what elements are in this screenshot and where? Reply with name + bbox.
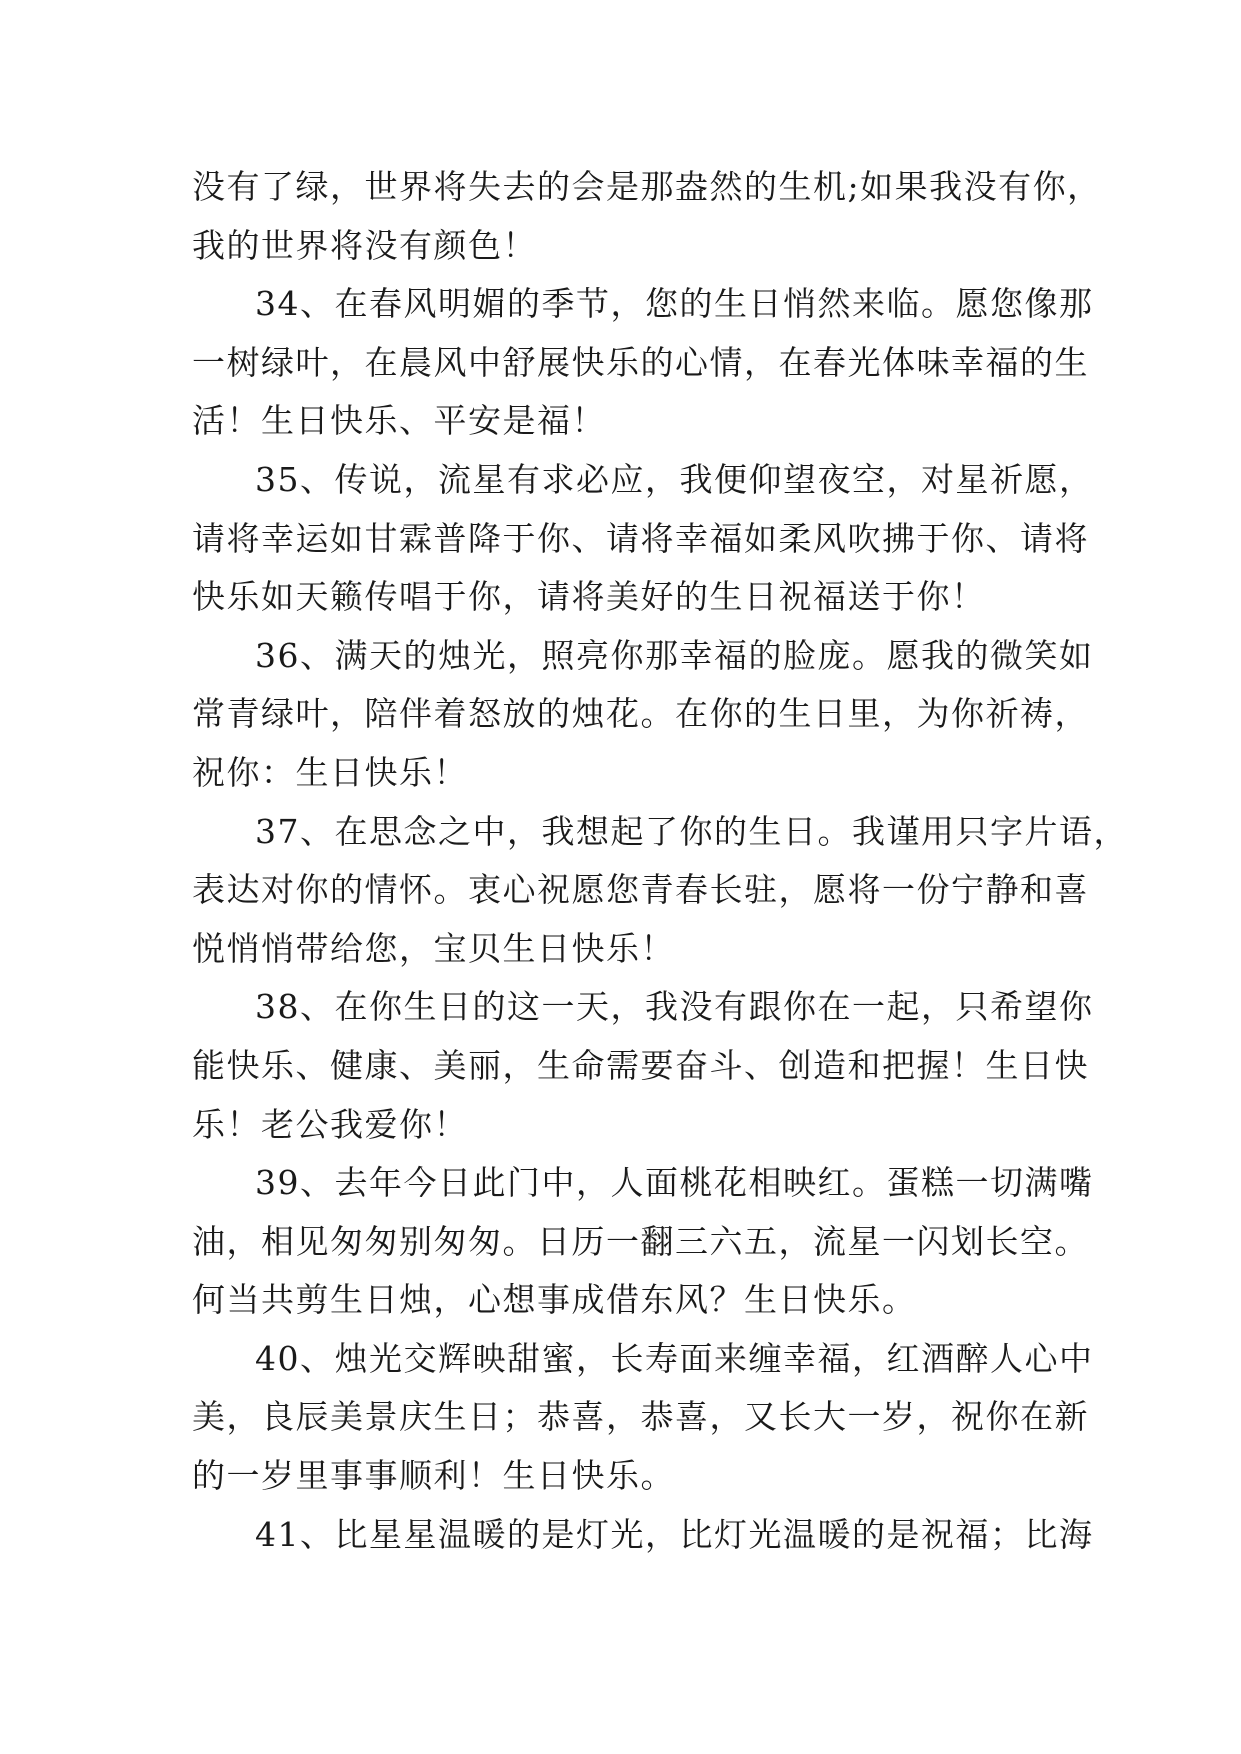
text-line: 活！生日快乐、平安是福！: [192, 401, 606, 441]
text-line: 乐！老公我爱你！: [192, 1104, 468, 1144]
text-line: 悦悄悄带给您，宝贝生日快乐！: [192, 928, 675, 968]
document-body: [192, 158, 1128, 1564]
text-line-item-34: 34、在春风明媚的季节，您的生日悄然来临。愿您像那: [255, 284, 1094, 324]
text-line: 油，相见匆匆别匆匆。日历一翻三六五，流星一闪划长空。: [192, 1221, 1089, 1261]
text-line: 祝你：生日快乐！: [192, 752, 468, 792]
text-line-item-37: 37、在思念之中，我想起了你的生日。我谨用只字片语，: [255, 811, 1128, 851]
text-line: 表达对你的情怀。衷心祝愿您青春长驻，愿将一份宁静和喜: [192, 870, 1089, 910]
text-line-item-41: 41、比星星温暖的是灯光，比灯光温暖的是祝福；比海: [255, 1514, 1094, 1554]
text-line-item-39: 39、去年今日此门中，人面桃花相映红。蛋糕一切满嘴: [255, 1163, 1094, 1203]
text-line-item-36: 36、满天的烛光，照亮你那幸福的脸庞。愿我的微笑如: [255, 635, 1094, 675]
text-line: 我的世界将没有颜色！: [192, 225, 537, 265]
text-line-item-38: 38、在你生日的这一天，我没有跟你在一起，只希望你: [255, 987, 1094, 1027]
text-line-item-40: 40、烛光交辉映甜蜜，长寿面来缠幸福，红酒醉人心中: [255, 1338, 1094, 1378]
text-line: 常青绿叶，陪伴着怒放的烛花。在你的生日里，为你祈祷，: [192, 694, 1089, 734]
text-line: 美，良辰美景庆生日；恭喜，恭喜，又长大一岁，祝你在新: [192, 1397, 1089, 1437]
text-line: 快乐如天籁传唱于你，请将美好的生日祝福送于你！: [192, 577, 986, 617]
text-line-item-35: 35、传说，流星有求必应，我便仰望夜空，对星祈愿，: [255, 459, 1094, 499]
text-line: 何当共剪生日烛，心想事成借东风？生日快乐。: [192, 1280, 917, 1320]
text-line: 请将幸运如甘霖普降于你、请将幸福如柔风吹拂于你、请将: [192, 518, 1089, 558]
text-line: 没有了绿，世界将失去的会是那盎然的生机;如果我没有你，: [192, 167, 1102, 206]
text-line: 一树绿叶，在晨风中舒展快乐的心情，在春光体味幸福的生: [192, 342, 1089, 382]
text-line: 的一岁里事事顺利！生日快乐。: [192, 1456, 675, 1496]
text-line: 能快乐、健康、美丽，生命需要奋斗、创造和把握！生日快: [192, 1045, 1089, 1085]
